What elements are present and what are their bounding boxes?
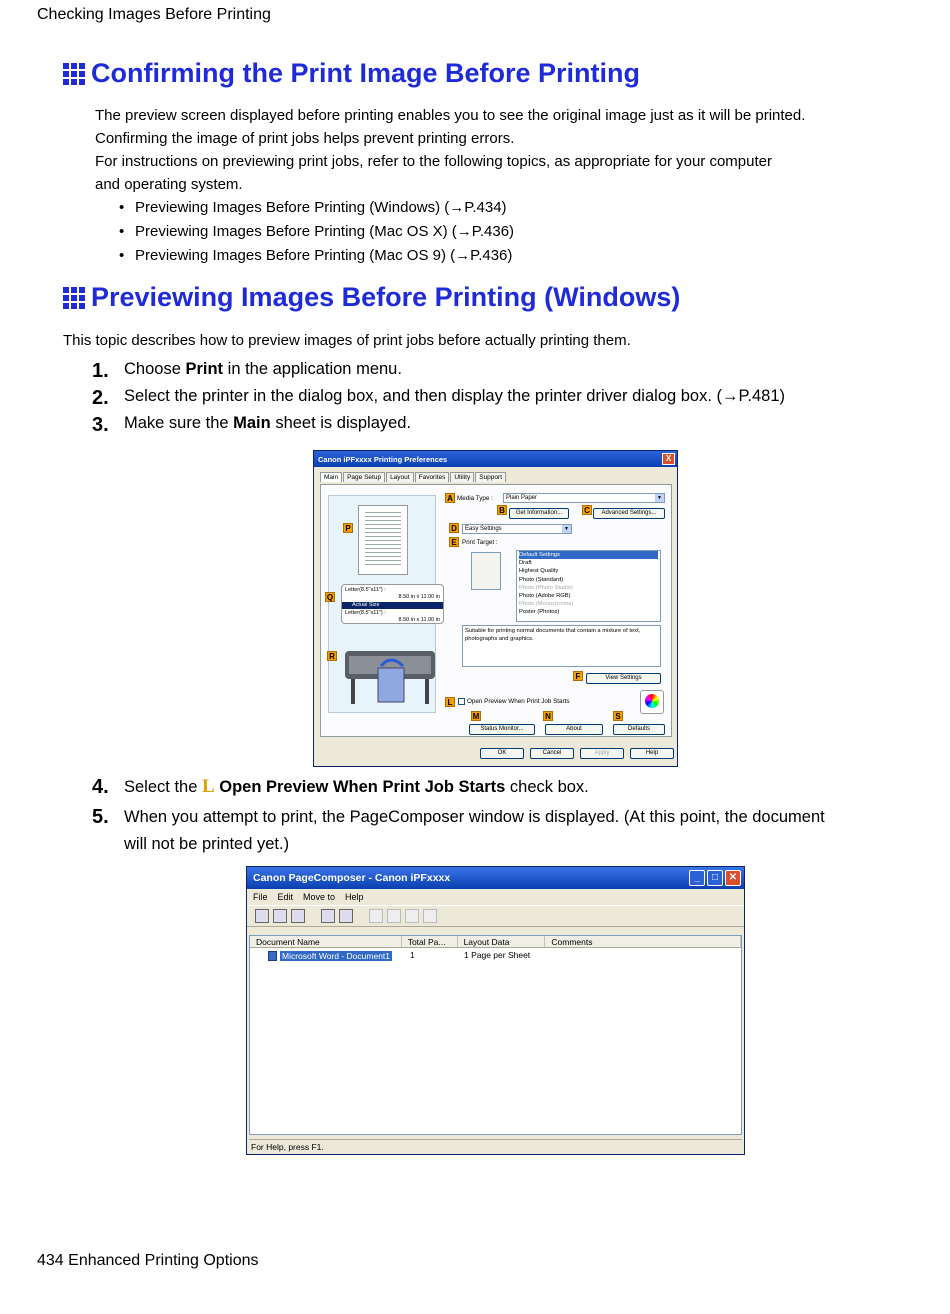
view-settings-button[interactable]: View Settings <box>586 673 661 684</box>
easy-settings-select[interactable]: Easy Settings ▼ <box>462 524 572 534</box>
move-up-icon[interactable] <box>387 909 401 923</box>
col-comments[interactable]: Comments <box>545 936 741 947</box>
size-info: Letter(8.5"x11") : 8.50 in x 11.00 in Actual Size Letter(8.5"x11") : 8.50 in x 11.00 in <box>341 584 444 624</box>
defaults-button[interactable]: Defaults <box>613 724 665 735</box>
tab-strip <box>320 472 507 482</box>
badge-l: L <box>445 697 455 707</box>
print-all-icon[interactable] <box>273 909 287 923</box>
section2-intro: This topic describes how to preview images of print jobs before actually printing them. <box>63 332 631 349</box>
grid-icon <box>63 287 85 309</box>
move-bottom-icon[interactable] <box>423 909 437 923</box>
badge-m: M <box>472 712 480 721</box>
topic-link-windows[interactable]: • Previewing Images Before Printing (Windows) (→P.434) <box>135 196 514 220</box>
menu-bar <box>247 889 744 905</box>
menu-file[interactable]: File <box>253 892 268 902</box>
ok-button[interactable]: OK <box>480 748 524 759</box>
window-title-bar: Canon PageComposer - Canon iPFxxxx _ □ ✕ <box>247 867 744 889</box>
cancel-button[interactable]: Cancel <box>530 748 574 759</box>
move-top-icon[interactable] <box>369 909 383 923</box>
get-information-button[interactable]: Get Information... <box>509 508 569 519</box>
menu-edit[interactable]: Edit <box>277 892 294 902</box>
delete-icon[interactable] <box>321 909 335 923</box>
topic-link-macosx[interactable]: • Previewing Images Before Printing (Mac OS X) (→P.436) <box>135 220 514 244</box>
tab-main[interactable]: Main <box>320 472 342 482</box>
chevron-down-icon: ▼ <box>655 494 664 502</box>
col-total-pages[interactable]: Total Pa... <box>402 936 458 947</box>
badge-r: R <box>327 651 337 661</box>
tab-support[interactable]: Support <box>475 472 506 482</box>
step-5: 5. When you attempt to print, the PageComposer window is displayed. (At this point, the document will not be printed yet.) <box>92 806 825 853</box>
print-preview-icon[interactable] <box>291 909 305 923</box>
advanced-settings-button[interactable]: Advanced Settings... <box>593 508 665 519</box>
col-layout-data[interactable]: Layout Data <box>458 936 546 947</box>
page-footer: 434 Enhanced Printing Options <box>37 1252 259 1269</box>
badge-f: F <box>573 671 583 681</box>
grid-icon <box>63 63 85 85</box>
col-document-name[interactable]: Document Name <box>250 936 402 947</box>
section-title-previewing: Previewing Images Before Printing (Windows) <box>63 282 680 313</box>
steps-list <box>92 360 785 441</box>
badge-p: P <box>343 523 353 533</box>
step-2: 2. Select the printer in the dialog box, and then display the printer driver dialog box. (→P.481) <box>92 387 786 409</box>
step-4: 4. Select the L Open Preview When Print Job Starts check box. <box>92 776 589 798</box>
open-preview-checkbox[interactable]: Open Preview When Print Job Starts <box>458 698 570 705</box>
document-icon <box>268 951 277 961</box>
badge-q: Q <box>326 593 334 602</box>
step-3: 3. Make sure the Main sheet is displayed. <box>92 414 412 436</box>
badge-e: E <box>449 537 459 547</box>
status-bar: For Help, press F1. <box>249 1139 742 1153</box>
chevron-down-icon: ▼ <box>562 525 571 533</box>
apply-button[interactable]: Apply <box>580 748 624 759</box>
status-monitor-button[interactable]: Status Monitor... <box>469 724 535 735</box>
close-icon[interactable]: ✕ <box>725 870 741 886</box>
section-title-confirming: Confirming the Print Image Before Printing <box>63 58 640 89</box>
menu-help[interactable]: Help <box>345 892 364 902</box>
description-box: Suitable for printing normal documents that contain a mixture of text, photographs and graphics. <box>462 625 661 667</box>
badge-c: C <box>582 505 592 515</box>
help-button[interactable]: Help <box>630 748 674 759</box>
running-head: Checking Images Before Printing <box>37 6 271 23</box>
topic-link-macos9[interactable]: • Previewing Images Before Printing (Mac OS 9) (→P.436) <box>135 244 514 268</box>
printing-preferences-dialog <box>313 450 678 767</box>
badge-b: B <box>497 505 507 515</box>
dialog-title-bar: Canon iPFxxxx Printing Preferences X <box>314 451 677 467</box>
menu-move-to[interactable]: Move to <box>303 892 336 902</box>
maximize-icon[interactable]: □ <box>707 870 723 886</box>
tab-favorites[interactable]: Favorites <box>415 472 450 482</box>
pagecomposer-window <box>246 866 745 1155</box>
intro-paragraph: The preview screen displayed before printing enables you to see the original image just as it will be printed. Confirming the image of print jobs helps prevent printing errors. For instructions on previewing print jobs, refer to the following topics, as appropriate for your computer and operating system. <box>95 107 806 193</box>
step-1: 1. Choose Print in the application menu. <box>92 360 402 382</box>
checkbox-icon[interactable] <box>458 698 465 705</box>
tab-layout[interactable]: Layout <box>386 472 414 482</box>
table-row[interactable]: Microsoft Word - Document1 1 1 Page per Sheet <box>250 950 741 962</box>
move-down-icon[interactable] <box>405 909 419 923</box>
topic-list <box>135 196 514 268</box>
list-header <box>250 936 741 948</box>
page-preview <box>358 505 408 575</box>
target-thumbnail <box>471 552 501 590</box>
media-type-label: Media Type : <box>457 495 493 502</box>
printer-icon <box>343 646 438 706</box>
document-list <box>249 935 742 1135</box>
badge-a: A <box>445 493 455 503</box>
close-icon[interactable]: X <box>662 453 675 465</box>
main-sheet-panel <box>320 484 672 737</box>
toolbar <box>247 905 744 927</box>
badge-s: S <box>613 711 623 721</box>
about-button[interactable]: About <box>545 724 603 735</box>
tab-utility[interactable]: Utility <box>450 472 474 482</box>
badge-n: N <box>543 711 553 721</box>
media-type-select[interactable]: Plain Paper ▼ <box>503 493 665 503</box>
print-target-label: Print Target : <box>462 539 498 546</box>
properties-icon[interactable] <box>339 909 353 923</box>
print-icon[interactable] <box>255 909 269 923</box>
tab-page-setup[interactable]: Page Setup <box>343 472 385 482</box>
minimize-icon[interactable]: _ <box>689 870 705 886</box>
badge-d: D <box>449 523 459 533</box>
color-wheel-icon[interactable] <box>640 690 664 714</box>
print-target-list[interactable]: Default Settings Draft Highest Quality Photo (Standard) Photo (Photo Studio) Photo (Adobe RGB) Photo (Monochrome) Poster (Photos) <box>516 550 661 622</box>
